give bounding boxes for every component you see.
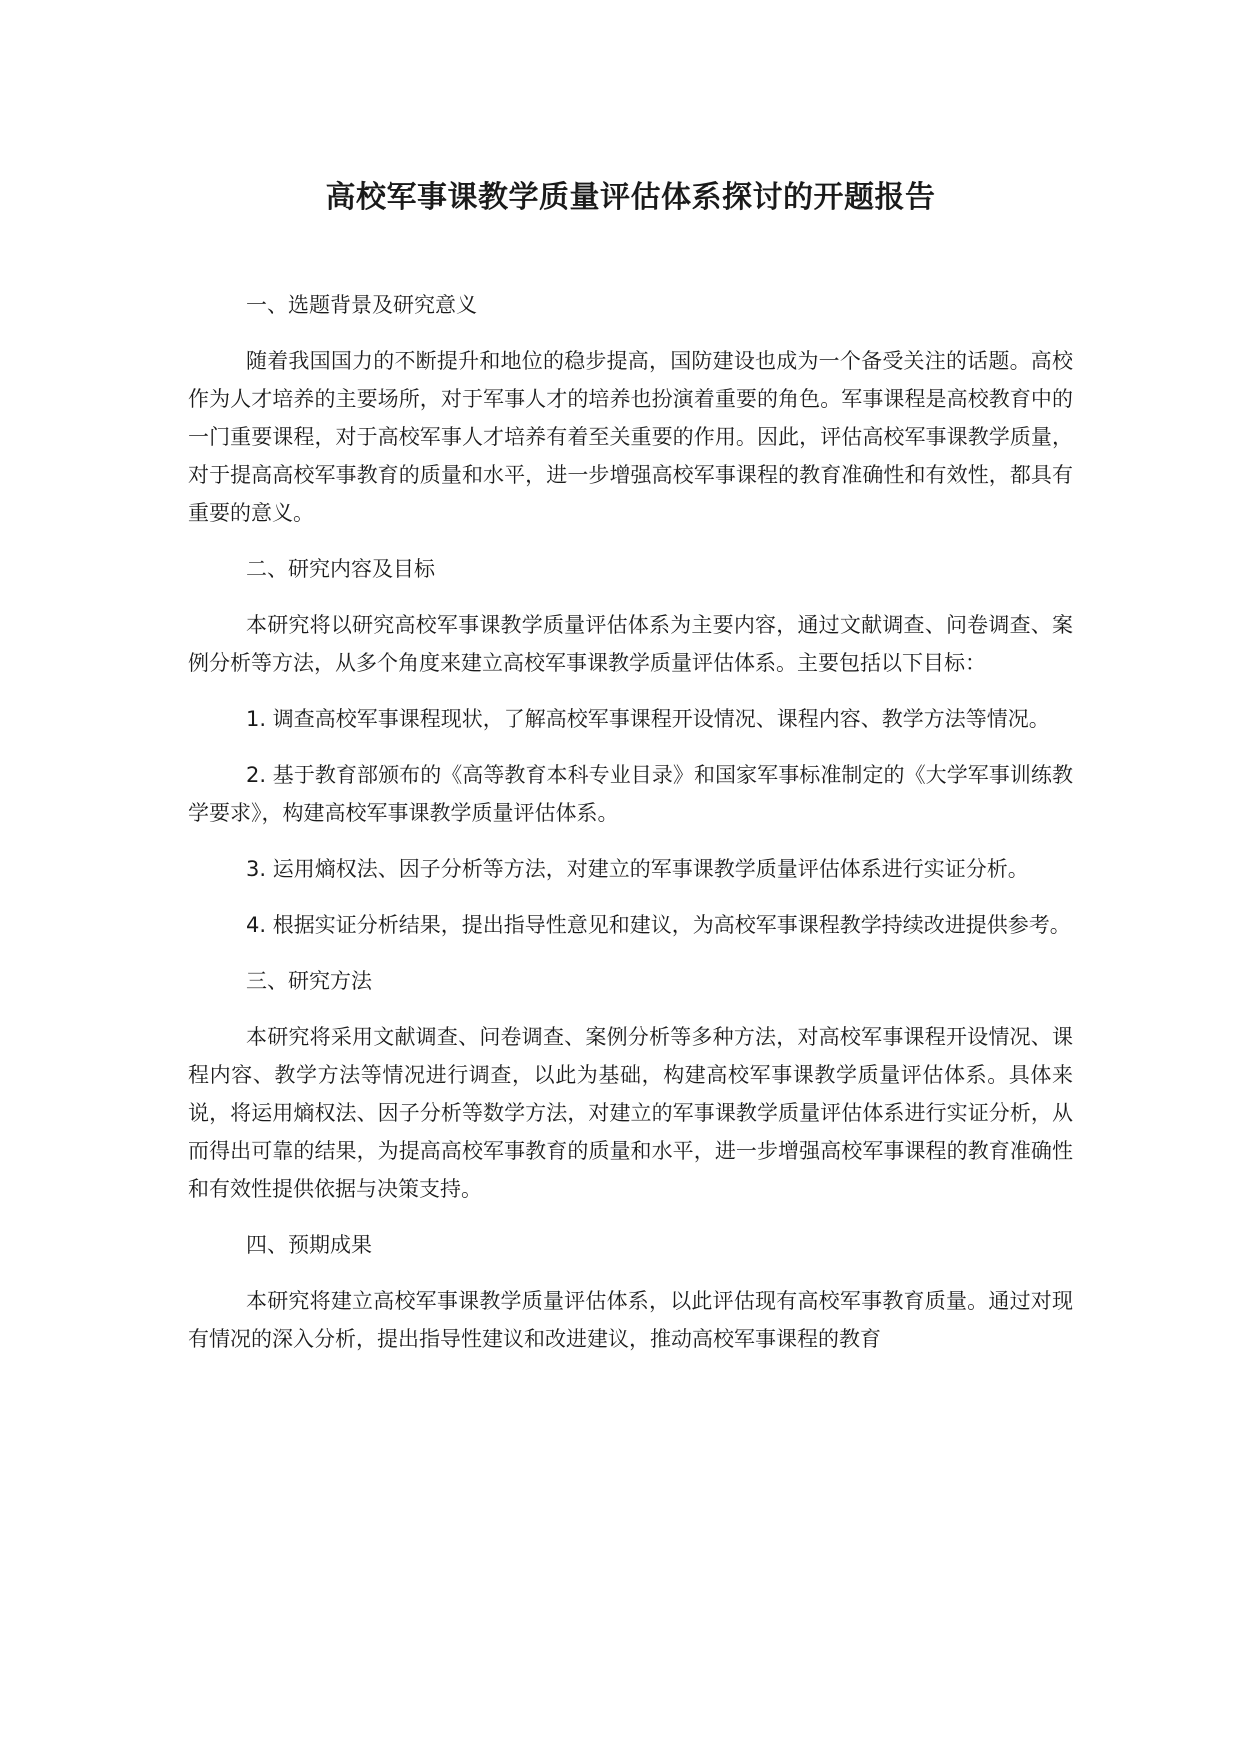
section-heading-expected-results: 四、预期成果 (246, 1233, 372, 1257)
goal-item-1: 1. 调查高校军事课程现状，了解高校军事课程开设情况、课程内容、教学方法等情况。 (246, 707, 1050, 731)
paragraph-background: 随着我国国力的不断提升和地位的稳步提高，国防建设也成为一个备受关注的话题。高校作为人才培养的主要场所，对于军事人才的培养也扮演着重要的角色。军事课程是高校教育中的一门重要课程，对于高校军事人才培养有着至关重要的作用。因此，评估高校军事课教学质量，对于提高高校军事教育的质量和水平，进一步增强高校军事课程的教育准确性和有效性，都具有重要的意义。 (188, 349, 1073, 525)
section-heading-background: 一、选题背景及研究意义 (246, 293, 477, 317)
paragraph-content-goals: 本研究将以研究高校军事课教学质量评估体系为主要内容，通过文献调查、问卷调查、案例分析等方法，从多个角度来建立高校军事课教学质量评估体系。主要包括以下目标： (188, 613, 1073, 675)
goal-item-4: 4. 根据实证分析结果，提出指导性意见和建议，为高校军事课程教学持续改进提供参考。 (246, 913, 1071, 937)
document-page (188, 0, 1073, 1754)
section-heading-methods: 三、研究方法 (246, 969, 372, 993)
paragraph-expected-results: 本研究将建立高校军事课教学质量评估体系，以此评估现有高校军事教育质量。通过对现有情况的深入分析，提出指导性建议和改进建议，推动高校军事课程的教育 (188, 1289, 1073, 1351)
document-body (188, 286, 1073, 1376)
goal-item-2: 2. 基于教育部颁布的《高等教育本科专业目录》和国家军事标准制定的《大学军事训练教学要求》，构建高校军事课教学质量评估体系。 (188, 763, 1073, 825)
paragraph-methods: 本研究将采用文献调查、问卷调查、案例分析等多种方法，对高校军事课程开设情况、课程内容、教学方法等情况进行调查，以此为基础，构建高校军事课教学质量评估体系。具体来说，将运用熵权法、因子分析等数学方法，对建立的军事课教学质量评估体系进行实证分析，从而得出可靠的结果，为提高高校军事教育的质量和水平，进一步增强高校军事课程的教育准确性和有效性提供依据与决策支持。 (188, 1025, 1073, 1201)
goal-item-3: 3. 运用熵权法、因子分析等方法，对建立的军事课教学质量评估体系进行实证分析。 (246, 857, 1029, 881)
section-heading-content-goals: 二、研究内容及目标 (246, 557, 435, 581)
document-title: 高校军事课教学质量评估体系探讨的开题报告 (325, 180, 936, 215)
